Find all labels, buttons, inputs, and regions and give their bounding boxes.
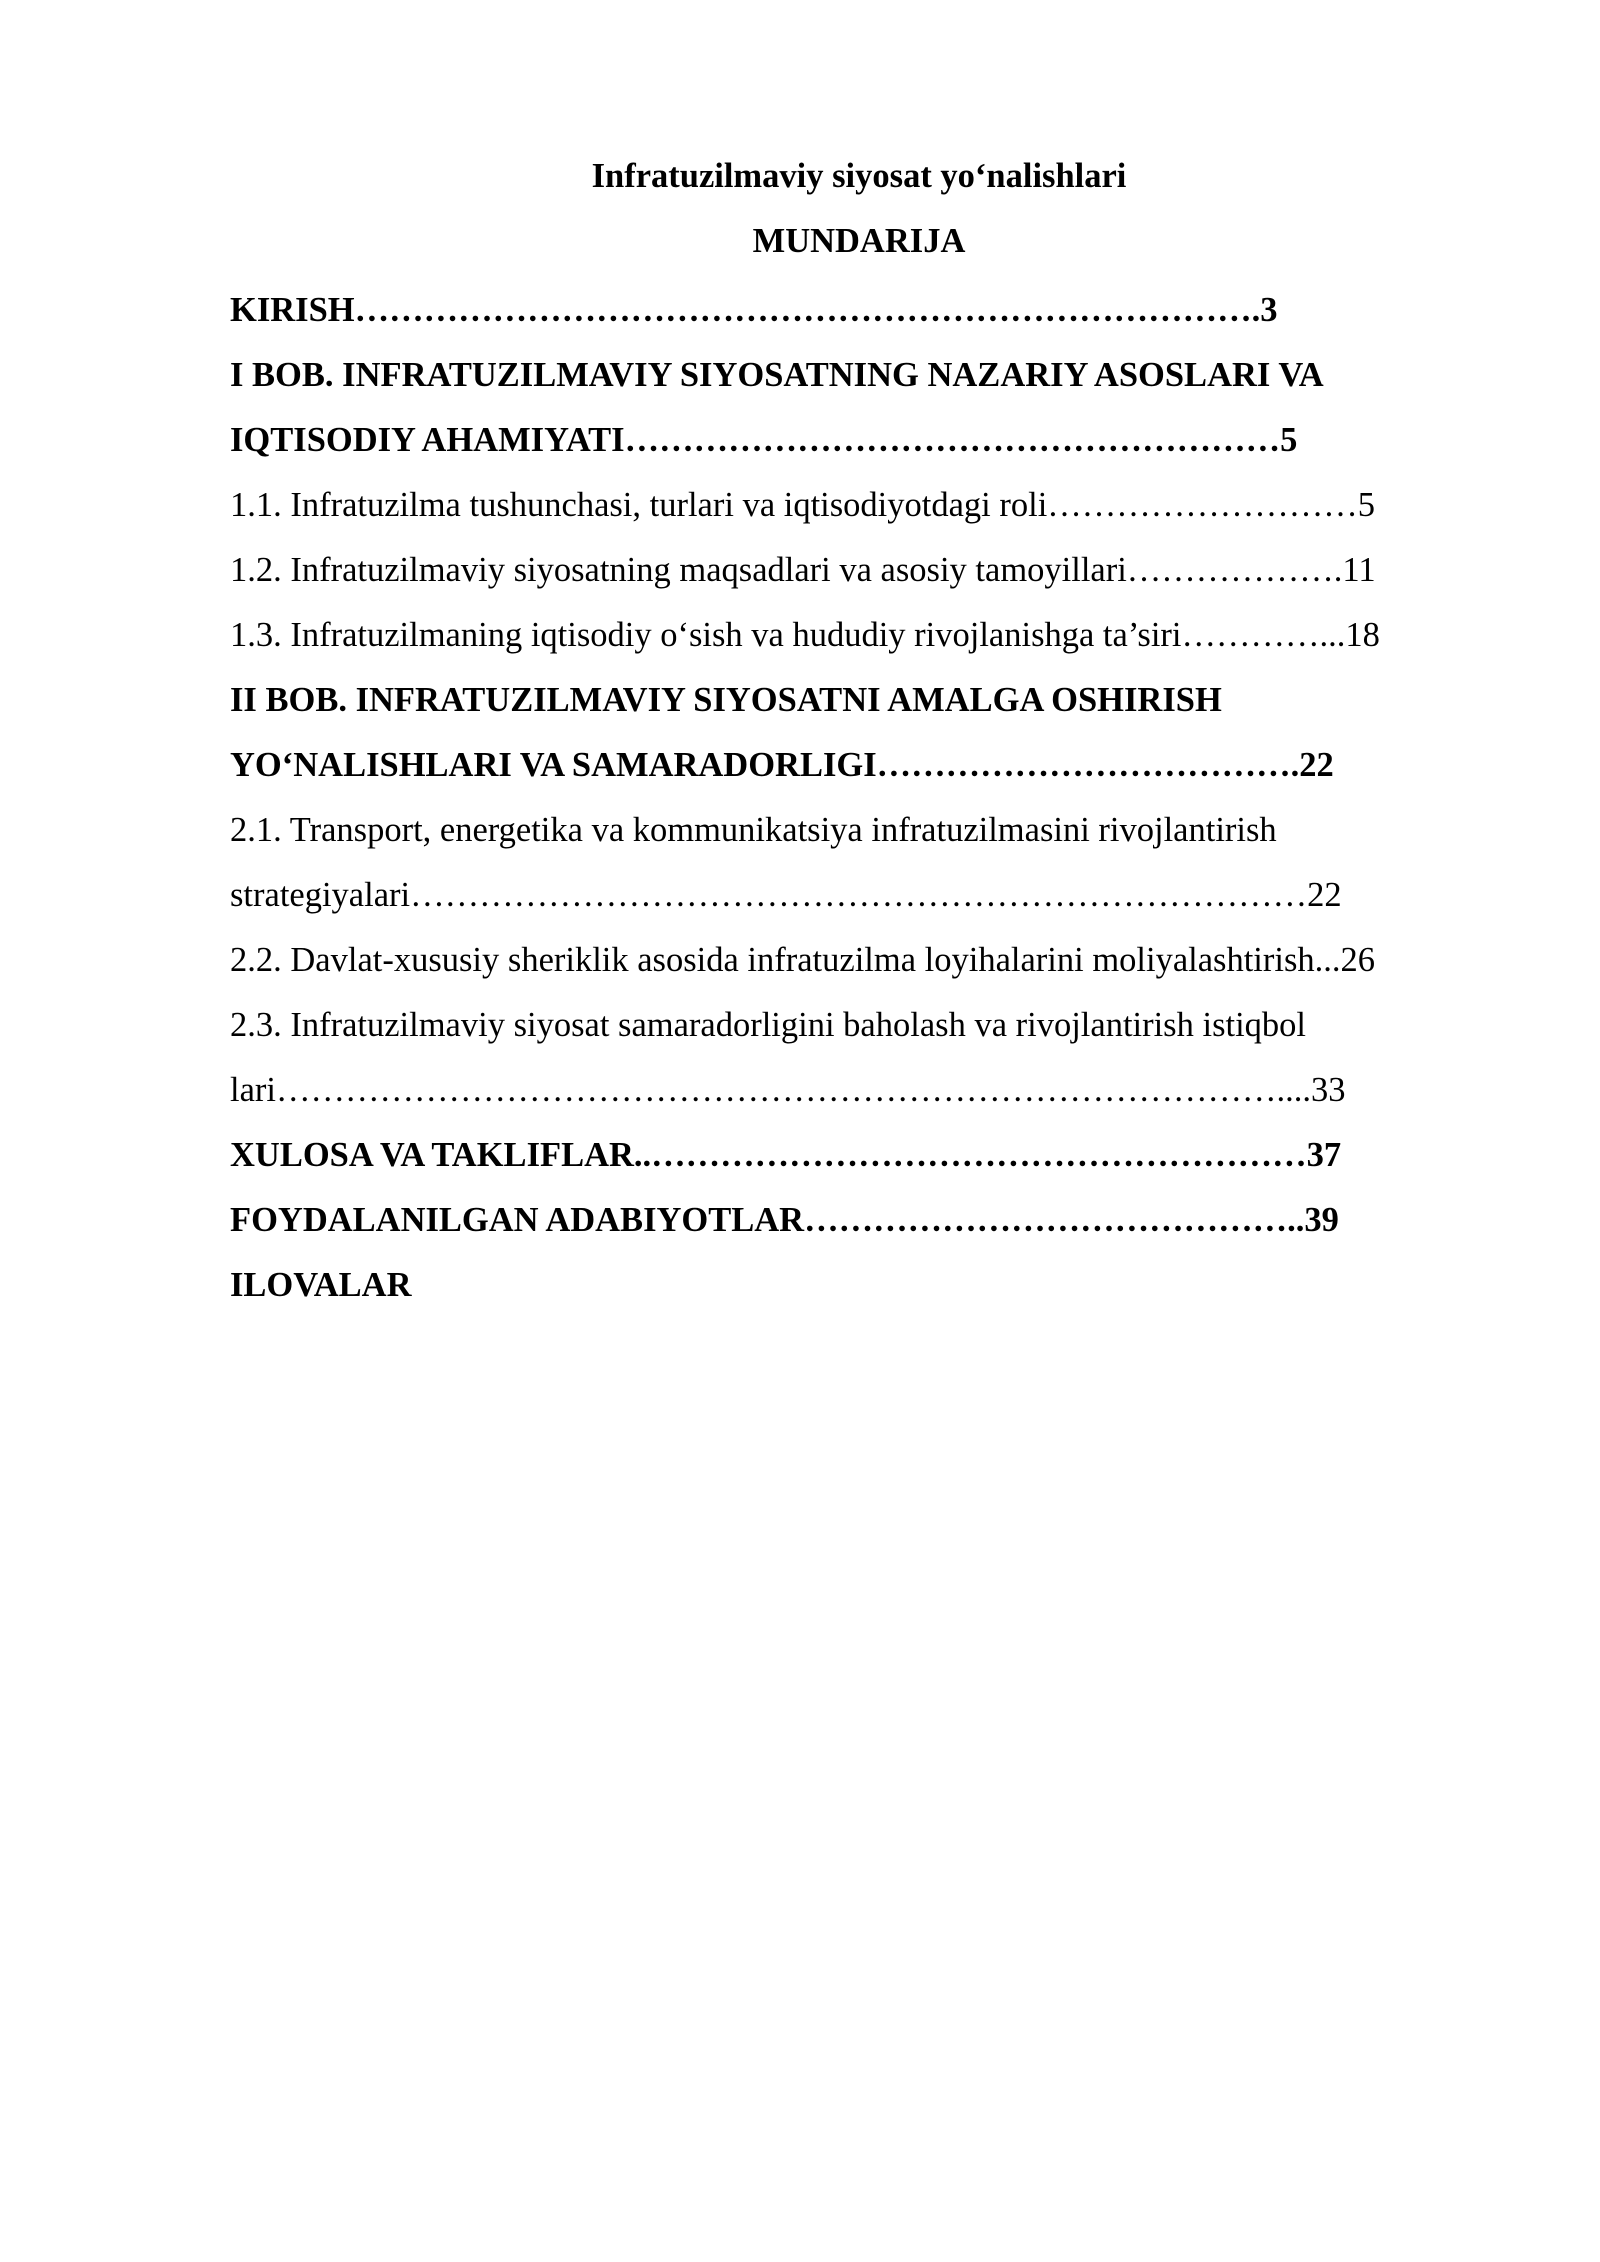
toc-line: KIRISH…………………………………………………………………….3 [230,291,1278,329]
toc-line: 2.3. Infratuzilmaviy siyosat samaradorligini baholash va rivojlantirish istiqbol [230,1006,1307,1044]
toc-line: 1.3. Infratuzilmaning iqtisodiy o‘sish va hududiy rivojlanishga ta’siri…………...18 [230,616,1380,654]
toc-line: I BOB. INFRATUZILMAVIY SIYOSATNING NAZARIY ASOSLARI VA [230,356,1324,394]
toc-line: ILOVALAR [230,1266,412,1304]
toc-line: 2.1. Transport, energetika va kommunikatsiya infratuzilmasini rivojlantirish [230,811,1277,849]
table-of-contents [230,285,1490,1325]
toc-line: lari……………………………………………………………………………....33 [230,1071,1346,1109]
toc-line: 2.2. Davlat-xususiy sheriklik asosida infratuzilma loyihalarini moliyalashtirish...26 [230,941,1376,979]
toc-line: strategiyalari……………………………………………………………………22 [230,876,1342,914]
toc-line: 1.2. Infratuzilmaviy siyosatning maqsadlari va asosiy tamoyillari……………….11 [230,551,1376,589]
toc-heading: MUNDARIJA [752,222,966,260]
toc-line: FOYDALANILGAN ADABIYOTLAR……………………………………..39 [230,1201,1339,1239]
toc-line: IQTISODIY AHAMIYATI…………………………………………………5 [230,421,1298,459]
toc-line: XULOSA VA TAKLIFLAR..…………………………………………………37 [230,1136,1342,1174]
document-title: Infratuzilmaviy siyosat yo‘nalishlari [591,157,1127,195]
toc-line: 1.1. Infratuzilma tushunchasi, turlari va iqtisodiyotdagi roli………………………5 [230,486,1376,524]
toc-line: II BOB. INFRATUZILMAVIY SIYOSATNI AMALGA OSHIRISH [230,681,1222,719]
toc-line: YO‘NALISHLARI VA SAMARADORLIGI……………………………….22 [230,746,1334,784]
